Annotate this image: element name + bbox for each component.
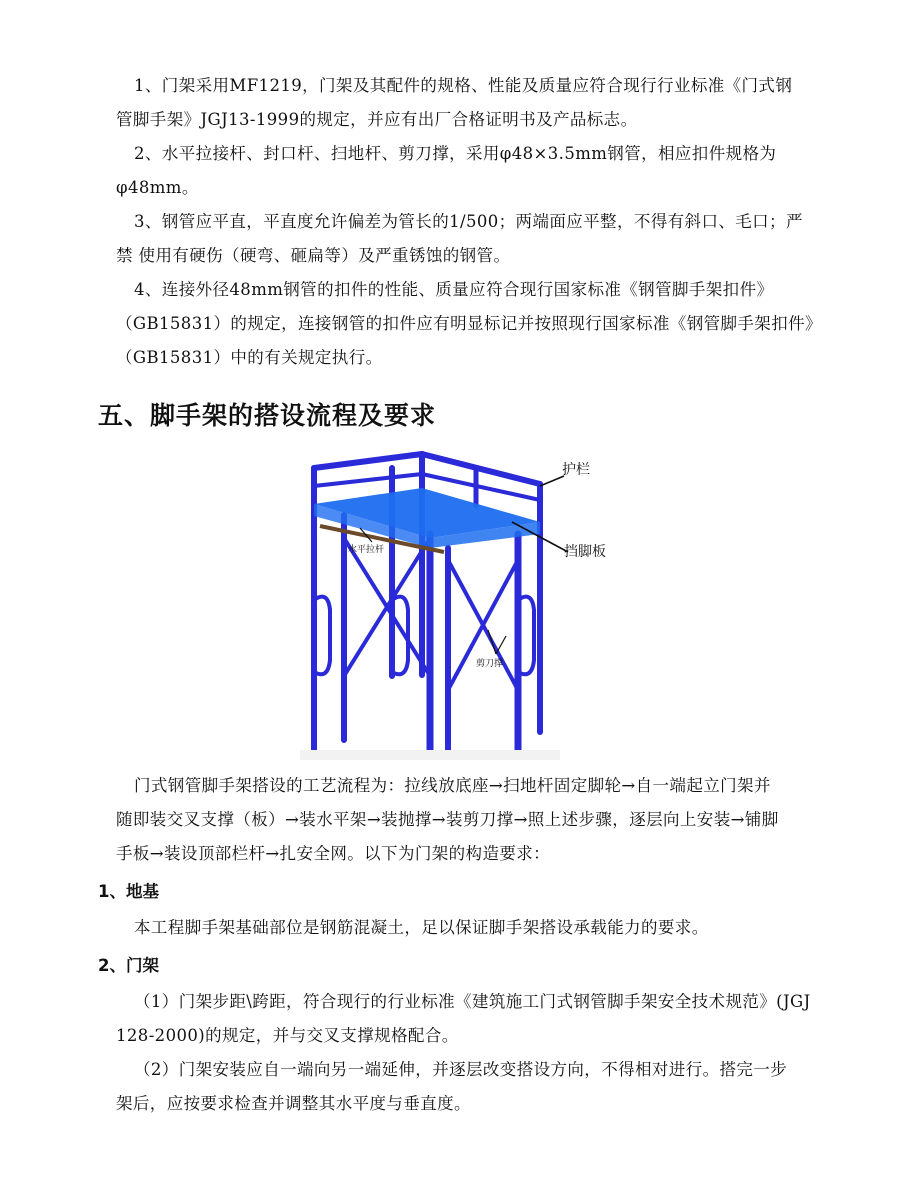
- sub2-item1-line2: 128-2000)的规定，并与交叉支撑规格配合。: [116, 1026, 459, 1045]
- label-toeboard: 挡脚板: [564, 544, 606, 560]
- sub2-item2-line2: 架后，应按要求检查并调整其水平度与垂直度。: [116, 1094, 471, 1113]
- req4-line3: （GB15831）中的有关规定执行。: [116, 348, 383, 367]
- ground-shadow: [300, 750, 560, 760]
- guardrail-callout-line: [540, 476, 564, 486]
- req2-line1: 2、水平拉接杆、封口杆、扫地杆、剪刀撑，采用φ48×3.5mm钢管，相应扣件规格为: [134, 144, 777, 163]
- guardrail-mid-rail: [314, 474, 422, 486]
- process-line1: 门式钢管脚手架搭设的工艺流程为：拉线放底座→扫地杆固定脚轮→自一端起立门架并: [134, 776, 771, 795]
- process-line2: 随即装交叉支撑（板）→装水平架→装抛撑→装剪刀撑→照上述步骤，逐层向上安装→铺脚: [116, 810, 779, 829]
- sub2-item1-line1: （1）门架步距\跨距，符合现行的行业标准《建筑施工门式钢管脚手架安全技术规范》(JGJ: [134, 992, 811, 1011]
- label-horizontal-bar: 水平拉杆: [348, 545, 385, 555]
- req3-line2: 禁 使用有硬伤（硬弯、砸扁等）及严重锈蚀的钢管。: [116, 246, 511, 265]
- sub1-text: 本工程脚手架基础部位是钢筋混凝土，足以保证脚手架搭设承载能力的要求。: [134, 918, 709, 937]
- req2-line2: φ48mm。: [116, 178, 199, 197]
- cross-brace-callout-line-a: [488, 630, 496, 654]
- req4-line1: 4、连接外径48mm钢管的扣件的性能、质量应符合现行国家标准《钢管脚手架扣件》: [134, 280, 774, 299]
- req1-line2: 管脚手架》JGJ13-1999的规定，并应有出厂合格证明书及产品标志。: [116, 110, 638, 129]
- sub1-heading: 1、地基: [98, 882, 159, 901]
- guardrail-top-back: [314, 454, 422, 468]
- process-line3: 手板→装设顶部栏杆→扎安全网。以下为门架的构造要求：: [116, 844, 551, 863]
- sub2-heading: 2、门架: [98, 956, 159, 975]
- req3-line1: 3、钢管应平直，平直度允许偏差为管长的1/500；两端面应平整，不得有斜口、毛口；严: [134, 212, 803, 231]
- cross-brace-callout-line-b: [496, 636, 506, 654]
- req4-line2: （GB15831）的规定，连接钢管的扣件应有明显标记并按照现行国家标准《钢管脚手架扣件》: [116, 314, 822, 333]
- section-title: 五、脚手架的搭设流程及要求: [98, 401, 437, 430]
- label-cross-brace: 剪刀撑: [476, 659, 504, 669]
- label-guardrail: 护栏: [562, 462, 590, 478]
- scaffold-figure: [300, 440, 630, 762]
- sub2-item2-line1: （2）门架安装应自一端向另一端延伸，并逐层改变搭设方向，不得相对进行。搭完一步: [134, 1060, 788, 1079]
- req1-line1: 1、门架采用MF1219，门架及其配件的规格、性能及质量应符合现行行业标准《门式钢: [134, 76, 793, 95]
